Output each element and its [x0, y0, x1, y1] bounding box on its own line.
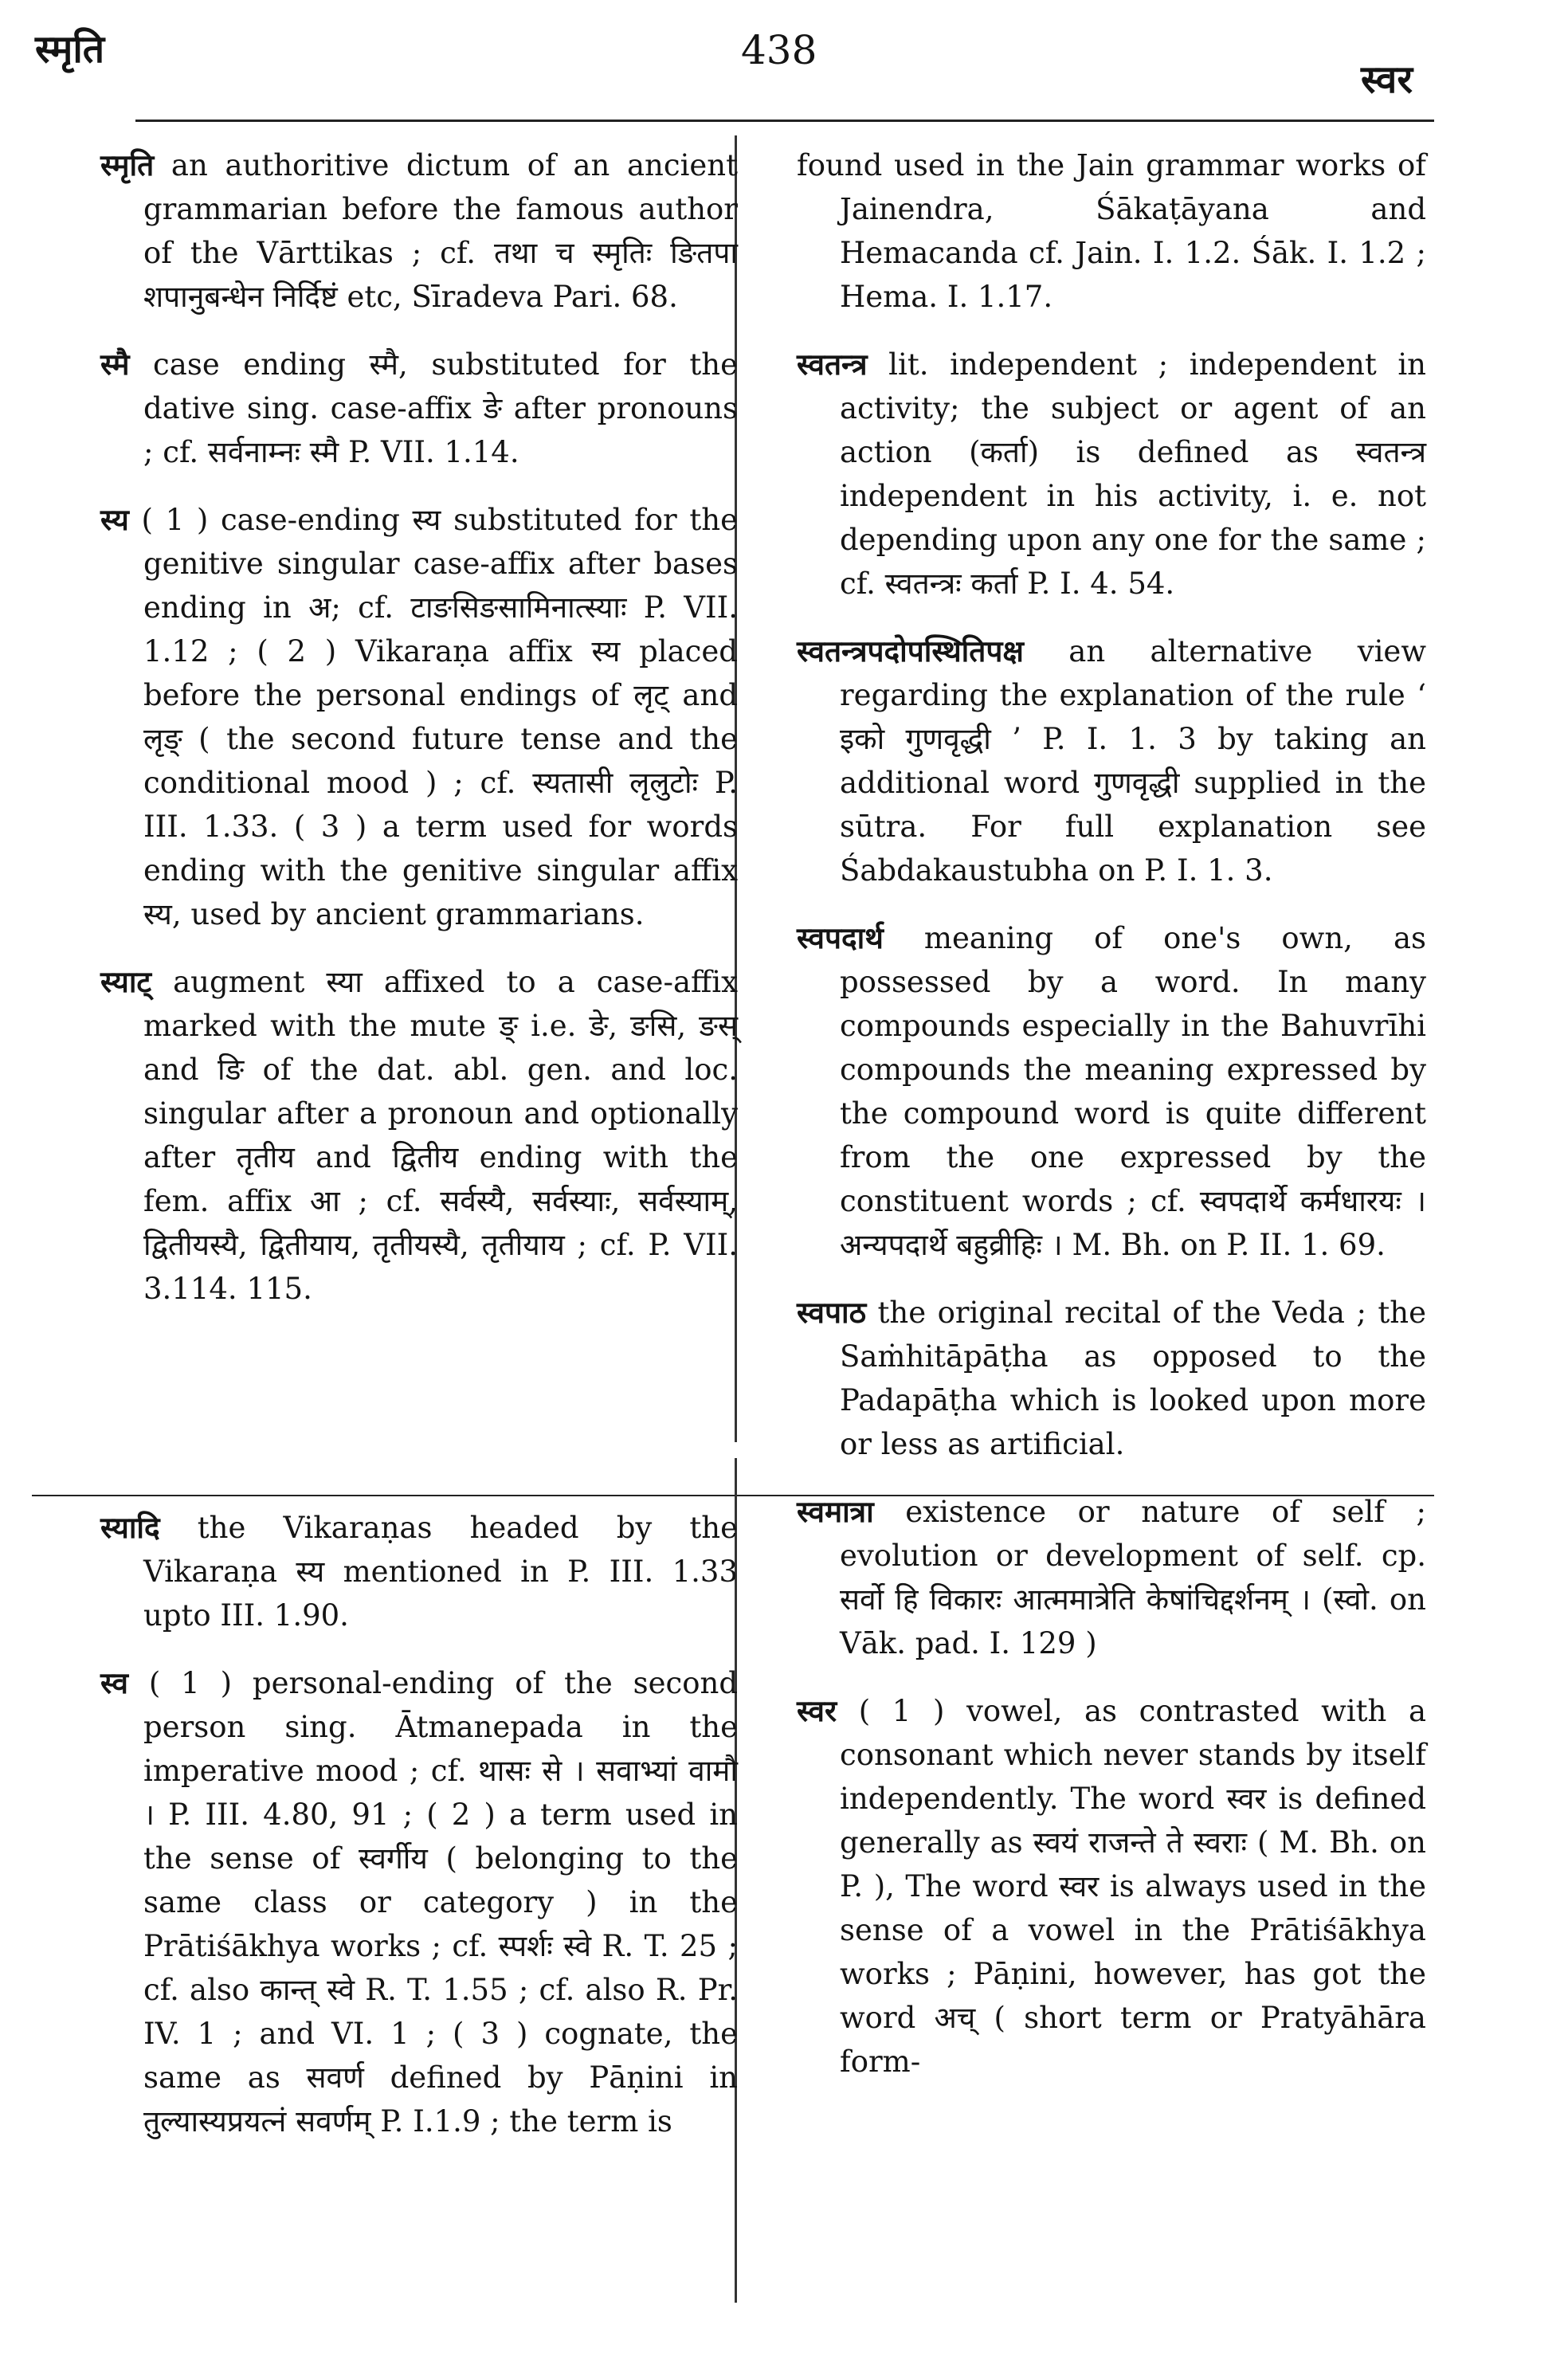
page-number: 438	[741, 27, 817, 73]
dictionary-entry	[100, 1506, 738, 1637]
dictionary-entry-continued	[797, 143, 1426, 319]
left-column-bottom	[100, 1506, 738, 2167]
right-column	[797, 143, 1426, 2107]
entry-text: meaning of one's own, as possessed by a word. In many compounds especially in the Bahuvrīhi compounds the meaning expressed by the compound word is quite different from the one expressed by the constituent words ; cf. स्वपदार्थे कर्मधारयः । अन्यपदार्थे बहुव्रीहिः । M. Bh. on P. II. 1. 69.	[840, 921, 1426, 1262]
entry-text: case ending स्मै, substituted for the dative sing. case-affix ङे after pronouns ; cf. सर्वनाम्नः स्मै P. VII. 1.14.	[129, 347, 738, 469]
entry-headword: स्मृति	[100, 147, 155, 182]
entry-headword: स्वपाठ	[797, 1295, 867, 1330]
dictionary-entry	[100, 343, 738, 474]
dictionary-entry	[797, 343, 1426, 606]
entry-headword: स्वतन्त्र	[797, 347, 868, 382]
entry-text: an alternative view regarding the explanation of the rule ‘ इको गुणवृद्धी ’ P. I. 1. 3 by taking an additional word गुणवृद्धी supplied in the sūtra. For full explanation see Śabdakaustubha on P. I. 1. 3.	[840, 634, 1426, 888]
entry-text: augment स्या affixed to a case-affix marked with the mute ङ् i.e. ङे, ङसि, ङस् and ङि of the dat. abl. gen. and loc. singular after a pronoun and optionally after तृतीय and द्वितीय ending with the fem. affix आ ; cf. सर्वस्यै, सर्वस्याः, सर्वस्याम्, द्वितीयस्यै, द्वितीयाय, तृतीयस्यै, तृतीयाय ; cf. P. VII. 3.114. 115.	[143, 965, 738, 1306]
dictionary-entry	[797, 629, 1426, 892]
dictionary-entry	[100, 1661, 738, 2143]
entry-headword: स्याट्	[100, 964, 152, 999]
header-rule	[135, 120, 1434, 122]
entry-text: ( 1 ) case-ending स्य substituted for the genitive singular case-affix after bases ending in अ; cf. टाङसिङसामिनात्स्याः P. VII. 1.12 ; ( 2 ) Vikaraṇa affix स्य placed before the personal endings of लृट् and लृङ् ( the second future tense and the conditional mood ) ; cf. स्यतासी लृलुटोः P. III. 1.33. ( 3 ) a term used for words ending with the genitive singular affix स्य, used by ancient grammarians.	[128, 503, 738, 931]
running-head-right: स्वर	[1361, 57, 1413, 102]
entry-headword: स्व	[100, 1665, 128, 1700]
entry-headword: स्यादि	[100, 1510, 160, 1545]
dictionary-entry	[797, 916, 1426, 1267]
dictionary-entry	[100, 498, 738, 936]
entry-text: ( 1 ) personal-ending of the second person sing. Ātmanepada in the imperative mood ; cf. थासः से । सवाभ्यां वामौ । P. III. 4.80, 91 ; ( 2 ) a term used in the sense of स्वर्गीय ( belonging to the same class or category ) in the Prātiśākhya works ; cf. स्पर्शः स्वे R. T. 25 ; cf. also कान्त् स्वे R. T. 1.55 ; cf. also R. Pr. IV. 1 ; and VI. 1 ; ( 3 ) cognate, the same as सवर्ण defined by Pāṇini in तुल्यास्यप्रयत्नं सवर्णम् P. I.1.9 ; the term is	[127, 1666, 738, 2139]
entry-text: lit. independent ; independent in activity; the subject or agent of an action (कर्ता) is defined as स्वतन्त्र independent in his activity, i. e. not depending upon any one for the same ; cf. स्वतन्त्रः कर्ता P. I. 4. 54.	[840, 347, 1426, 601]
dictionary-entry	[797, 1291, 1426, 1466]
entry-text: existence or nature of self ; evolution or development of self. cp. सर्वो हि विकारः आत्ममात्रेति केषांचिद्दर्शनम् । (स्वो. on Vāk. pad. I. 129 )	[840, 1495, 1426, 1660]
dictionary-entry	[100, 960, 738, 1311]
entry-headword: स्वर	[797, 1693, 837, 1728]
dictionary-entry	[797, 1490, 1426, 1665]
entry-headword: स्य	[100, 502, 129, 537]
dictionary-entry	[797, 1689, 1426, 2084]
left-column-top	[100, 143, 738, 1335]
entry-text: found used in the Jain grammar works of Jainendra, Śākaṭāyana and Hemacanda cf. Jain. I. 1.2. Śāk. I. 1.2 ; Hema. I. 1.17.	[797, 148, 1426, 314]
dictionary-entry	[100, 143, 738, 319]
entry-headword: स्वतन्त्रपदोपस्थितिपक्ष	[797, 633, 1024, 668]
entry-text: an authoritive dictum of an ancient grammarian before the famous author of the Vārttikas ; cf. तथा च स्मृतिः ङितपा शपानुबन्धेन निर्दिष्टं etc, Sīradeva Pari. 68.	[143, 148, 738, 314]
entry-headword: स्वमात्रा	[797, 1494, 874, 1529]
entry-headword: स्मै	[100, 347, 130, 382]
entry-headword: स्वपदार्थ	[797, 920, 884, 955]
entry-text: the original recital of the Veda ; the Saṁhitāpāṭha as opposed to the Padapāṭha which is looked upon more or less as artificial.	[840, 1296, 1426, 1461]
entry-text: the Vikaraṇas headed by the Vikaraṇa स्य mentioned in P. III. 1.33 upto III. 1.90.	[143, 1511, 738, 1633]
entry-text: ( 1 ) vowel, as contrasted with a consonant which never stands by itself independently. The word स्वर is defined generally as स्वयं राजन्ते ते स्वराः ( M. Bh. on P. ), The word स्वर is always used in the sense of a vowel in the Prātiśākhya works ; Pāṇini, however, has got the word अच् ( short term or Pratyāhāra form-	[837, 1694, 1426, 2079]
running-head-left: स्मृति	[35, 27, 105, 72]
